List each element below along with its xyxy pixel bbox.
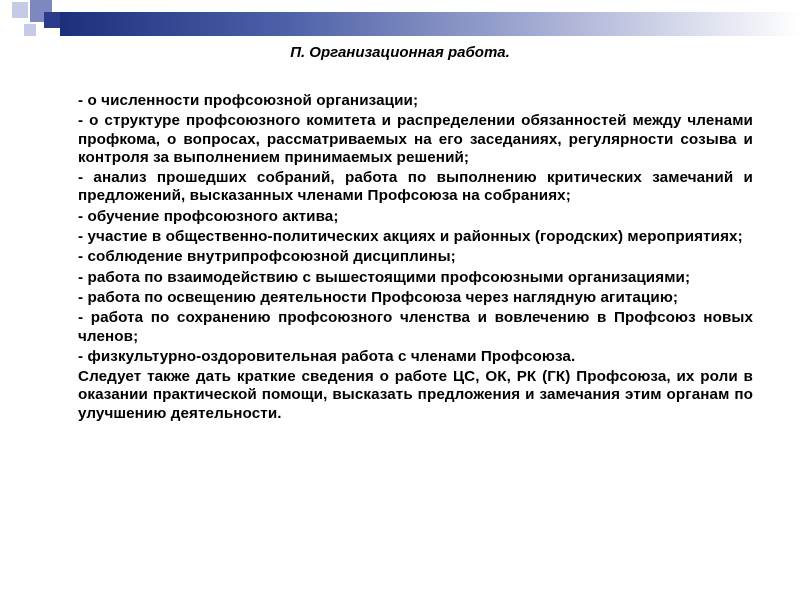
list-item: - работа по освещению деятельности Профсоюза через наглядную агитацию; xyxy=(78,288,679,306)
list-item: - анализ прошедших собраний, работа по выполнению критических замечаний и предложений, высказанных членами Профсоюза на собраниях; xyxy=(78,169,753,205)
header-decoration xyxy=(0,0,800,30)
list-item: - соблюдение внутрипрофсоюзной дисциплины; xyxy=(78,248,456,266)
header-gradient-bar xyxy=(60,12,800,36)
list-item: - работа по сохранению профсоюзного членства и вовлечению в Профсоюз новых членов; xyxy=(78,309,753,345)
page-title: П. Организационная работа. xyxy=(290,44,510,61)
decor-square xyxy=(44,12,60,28)
list-item: - участие в общественно-политических акциях и районных (городских) мероприятиях; xyxy=(78,228,743,246)
list-item: - работа по взаимодействию с вышестоящими профсоюзными организациями; xyxy=(78,268,691,286)
document-body xyxy=(78,92,753,425)
list-item: - обучение профсоюзного актива; xyxy=(78,207,339,225)
list-item: - физкультурно-оздоровительная работа с членами Профсоюза. xyxy=(78,347,576,365)
list-item: - о численности профсоюзной организации; xyxy=(78,92,419,109)
decor-square xyxy=(24,24,36,36)
decor-square xyxy=(12,2,28,18)
closing-paragraph: Следует также дать краткие сведения о работе ЦС, ОК, РК (ГК) Профсоюза, их роли в оказании практической помощи, высказать предложения и замечания этим органам по улучшению деятельности. xyxy=(78,368,753,422)
list-item: - о структуре профсоюзного комитета и распределении обязанностей между членами профкома, о вопросах, рассматриваемых на его заседаниях, регулярности созыва и контроля за выполнением принимаемых решений; xyxy=(78,112,753,166)
